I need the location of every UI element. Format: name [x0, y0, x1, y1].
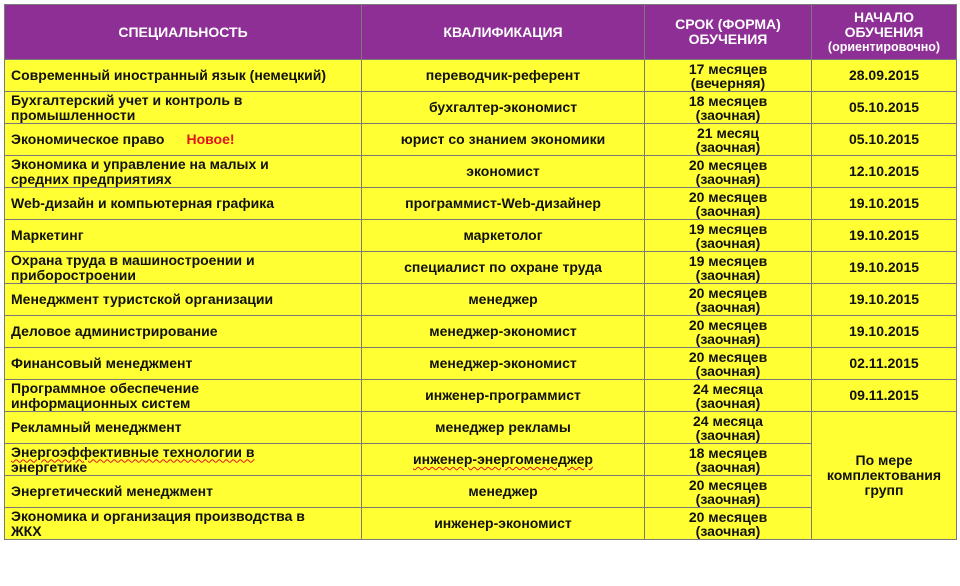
qualification-cell: специалист по охране труда	[362, 252, 645, 284]
start-date-cell: 09.11.2015	[812, 380, 957, 412]
qualification-cell: менеджер-экономист	[362, 316, 645, 348]
table-row	[5, 60, 957, 92]
specialty-line1: Программное обеспечение	[11, 379, 199, 396]
specialty-cell	[5, 220, 362, 252]
term-form: (заочная)	[695, 266, 761, 283]
specialty-cell	[5, 476, 362, 508]
schedule-table-container	[4, 4, 956, 582]
specialty-cell	[5, 156, 362, 188]
specialty-cell	[5, 60, 362, 92]
term-form: (заочная)	[695, 522, 761, 539]
term-cell	[645, 380, 812, 412]
term-cell	[645, 508, 812, 540]
start-date-cell: 19.10.2015	[812, 252, 957, 284]
term-form: (заочная)	[695, 298, 761, 315]
term-duration: 18 месяцев	[688, 444, 768, 461]
qualification-cell: менеджер рекламы	[362, 412, 645, 444]
specialty-line1: Охрана труда в машиностроении и	[11, 251, 255, 268]
term-duration: 17 месяцев	[688, 60, 768, 77]
specialty-line1: Web-дизайн и компьютерная графика	[11, 195, 274, 211]
term-cell	[645, 60, 812, 92]
term-form: (заочная)	[695, 426, 761, 443]
table-row	[5, 188, 957, 220]
specialty-line1: Менеджмент туристской организации	[11, 291, 274, 307]
start-date-cell: 05.10.2015	[812, 92, 957, 124]
term-duration: 20 месяцев	[688, 284, 768, 301]
start-date-cell: 19.10.2015	[812, 284, 957, 316]
term-form: (заочная)	[695, 394, 761, 411]
merged-start-line3: групп	[864, 482, 904, 498]
qualification-cell: юрист со знанием экономики	[362, 124, 645, 156]
header-row	[5, 5, 957, 60]
term-duration: 20 месяцев	[688, 316, 768, 333]
header-term-line1: СРОК (ФОРМА)	[675, 16, 781, 32]
specialty-line1: Деловое администрирование	[11, 323, 218, 339]
term-form: (заочная)	[695, 138, 761, 155]
specialty-line2: промышленности	[11, 106, 136, 123]
table-row	[5, 156, 957, 188]
new-badge: Новое!	[186, 131, 235, 147]
term-cell	[645, 348, 812, 380]
specialty-line1: Финансовый менеджмент	[11, 355, 193, 371]
specialty-line1: Современный иностранный язык (немецкий)	[11, 67, 327, 83]
table-row	[5, 380, 957, 412]
term-duration: 19 месяцев	[688, 252, 768, 269]
table-row	[5, 412, 957, 444]
specialty-line1: Бухгалтерский учет и контроль в	[11, 91, 243, 108]
term-form: (вечерняя)	[690, 74, 766, 91]
specialty-line2: информационных систем	[11, 394, 191, 411]
specialty-line1: Экономика и организация производства в	[11, 507, 305, 524]
term-form: (заочная)	[695, 202, 761, 219]
specialty-cell	[5, 92, 362, 124]
specialty-cell	[5, 508, 362, 540]
term-duration: 19 месяцев	[688, 220, 768, 237]
term-cell	[645, 476, 812, 508]
term-cell	[645, 412, 812, 444]
specialty-cell	[5, 188, 362, 220]
specialty-line2: приборостроении	[11, 266, 136, 283]
specialty-cell	[5, 380, 362, 412]
qualification-cell: менеджер	[362, 476, 645, 508]
term-cell	[645, 316, 812, 348]
qualification-cell: бухгалтер-экономист	[362, 92, 645, 124]
specialty-cell	[5, 444, 362, 476]
merged-start-line2: комплектования	[826, 467, 942, 483]
start-date-cell: 12.10.2015	[812, 156, 957, 188]
term-cell	[645, 188, 812, 220]
table-row	[5, 124, 957, 156]
merged-start-line1: По мере	[855, 452, 913, 468]
specialty-line2: ЖКХ	[11, 522, 42, 539]
specialty-line2: энергетике	[11, 458, 88, 475]
term-cell	[645, 156, 812, 188]
table-row	[5, 252, 957, 284]
qualification-cell: инженер-программист	[362, 380, 645, 412]
specialty-line1: Энергоэффективные технологии в	[11, 443, 255, 460]
term-form: (заочная)	[695, 490, 761, 507]
specialty-cell	[5, 316, 362, 348]
term-form: (заочная)	[695, 106, 761, 123]
table-row	[5, 220, 957, 252]
header-start	[812, 5, 957, 60]
term-duration: 21 месяц	[697, 124, 759, 141]
specialty-line1: Энергетический менеджмент	[11, 483, 213, 499]
specialty-line1: Экономическое право	[11, 131, 165, 147]
start-date-cell: 19.10.2015	[812, 220, 957, 252]
header-specialty: СПЕЦИАЛЬНОСТЬ	[5, 5, 362, 60]
term-cell	[645, 284, 812, 316]
start-date-cell: 19.10.2015	[812, 188, 957, 220]
term-form: (заочная)	[695, 458, 761, 475]
term-duration: 20 месяцев	[688, 508, 768, 525]
specialty-line1: Экономика и управление на малых и	[11, 155, 269, 172]
table-row	[5, 92, 957, 124]
header-start-line3: (ориентировочно)	[827, 39, 941, 54]
start-date-cell: 28.09.2015	[812, 60, 957, 92]
term-cell	[645, 92, 812, 124]
term-duration: 24 месяца	[693, 412, 763, 429]
term-duration: 24 месяца	[693, 380, 763, 397]
term-form: (заочная)	[695, 362, 761, 379]
start-date-cell: 05.10.2015	[812, 124, 957, 156]
start-date-cell: 19.10.2015	[812, 316, 957, 348]
specialty-cell	[5, 284, 362, 316]
header-qualification: КВАЛИФИКАЦИЯ	[362, 5, 645, 60]
specialty-line1: Маркетинг	[11, 227, 84, 243]
specialty-line1: Рекламный менеджмент	[11, 419, 182, 435]
qualification-cell: программист-Web-дизайнер	[362, 188, 645, 220]
specialty-line2: средних предприятиях	[11, 170, 172, 187]
start-merged-cell	[812, 412, 957, 540]
term-duration: 20 месяцев	[688, 156, 768, 173]
specialty-cell	[5, 348, 362, 380]
specialty-cell	[5, 252, 362, 284]
term-cell	[645, 444, 812, 476]
term-form: (заочная)	[695, 170, 761, 187]
term-form: (заочная)	[695, 234, 761, 251]
term-duration: 20 месяцев	[688, 348, 768, 365]
term-form: (заочная)	[695, 330, 761, 347]
term-duration: 18 месяцев	[688, 92, 768, 109]
header-term-line2: ОБУЧЕНИЯ	[688, 31, 768, 47]
qualification-cell: маркетолог	[362, 220, 645, 252]
qualification-cell: экономист	[362, 156, 645, 188]
table-row	[5, 316, 957, 348]
qualification-text: инженер-энергоменеджер	[413, 451, 593, 467]
qualification-cell: переводчик-референт	[362, 60, 645, 92]
start-date-cell: 02.11.2015	[812, 348, 957, 380]
table-row	[5, 348, 957, 380]
header-term	[645, 5, 812, 60]
qualification-cell: менеджер-экономист	[362, 348, 645, 380]
header-start-line1: НАЧАЛО	[854, 8, 914, 25]
qualification-cell: инженер-экономист	[362, 508, 645, 540]
term-cell	[645, 252, 812, 284]
term-cell	[645, 220, 812, 252]
term-duration: 20 месяцев	[688, 188, 768, 205]
header-start-line2: ОБУЧЕНИЯ	[844, 23, 924, 40]
programs-table	[4, 4, 957, 540]
qualification-cell	[362, 444, 645, 476]
table-row	[5, 284, 957, 316]
term-duration: 20 месяцев	[688, 476, 768, 493]
qualification-cell: менеджер	[362, 284, 645, 316]
term-cell	[645, 124, 812, 156]
specialty-cell	[5, 124, 362, 156]
specialty-cell	[5, 412, 362, 444]
